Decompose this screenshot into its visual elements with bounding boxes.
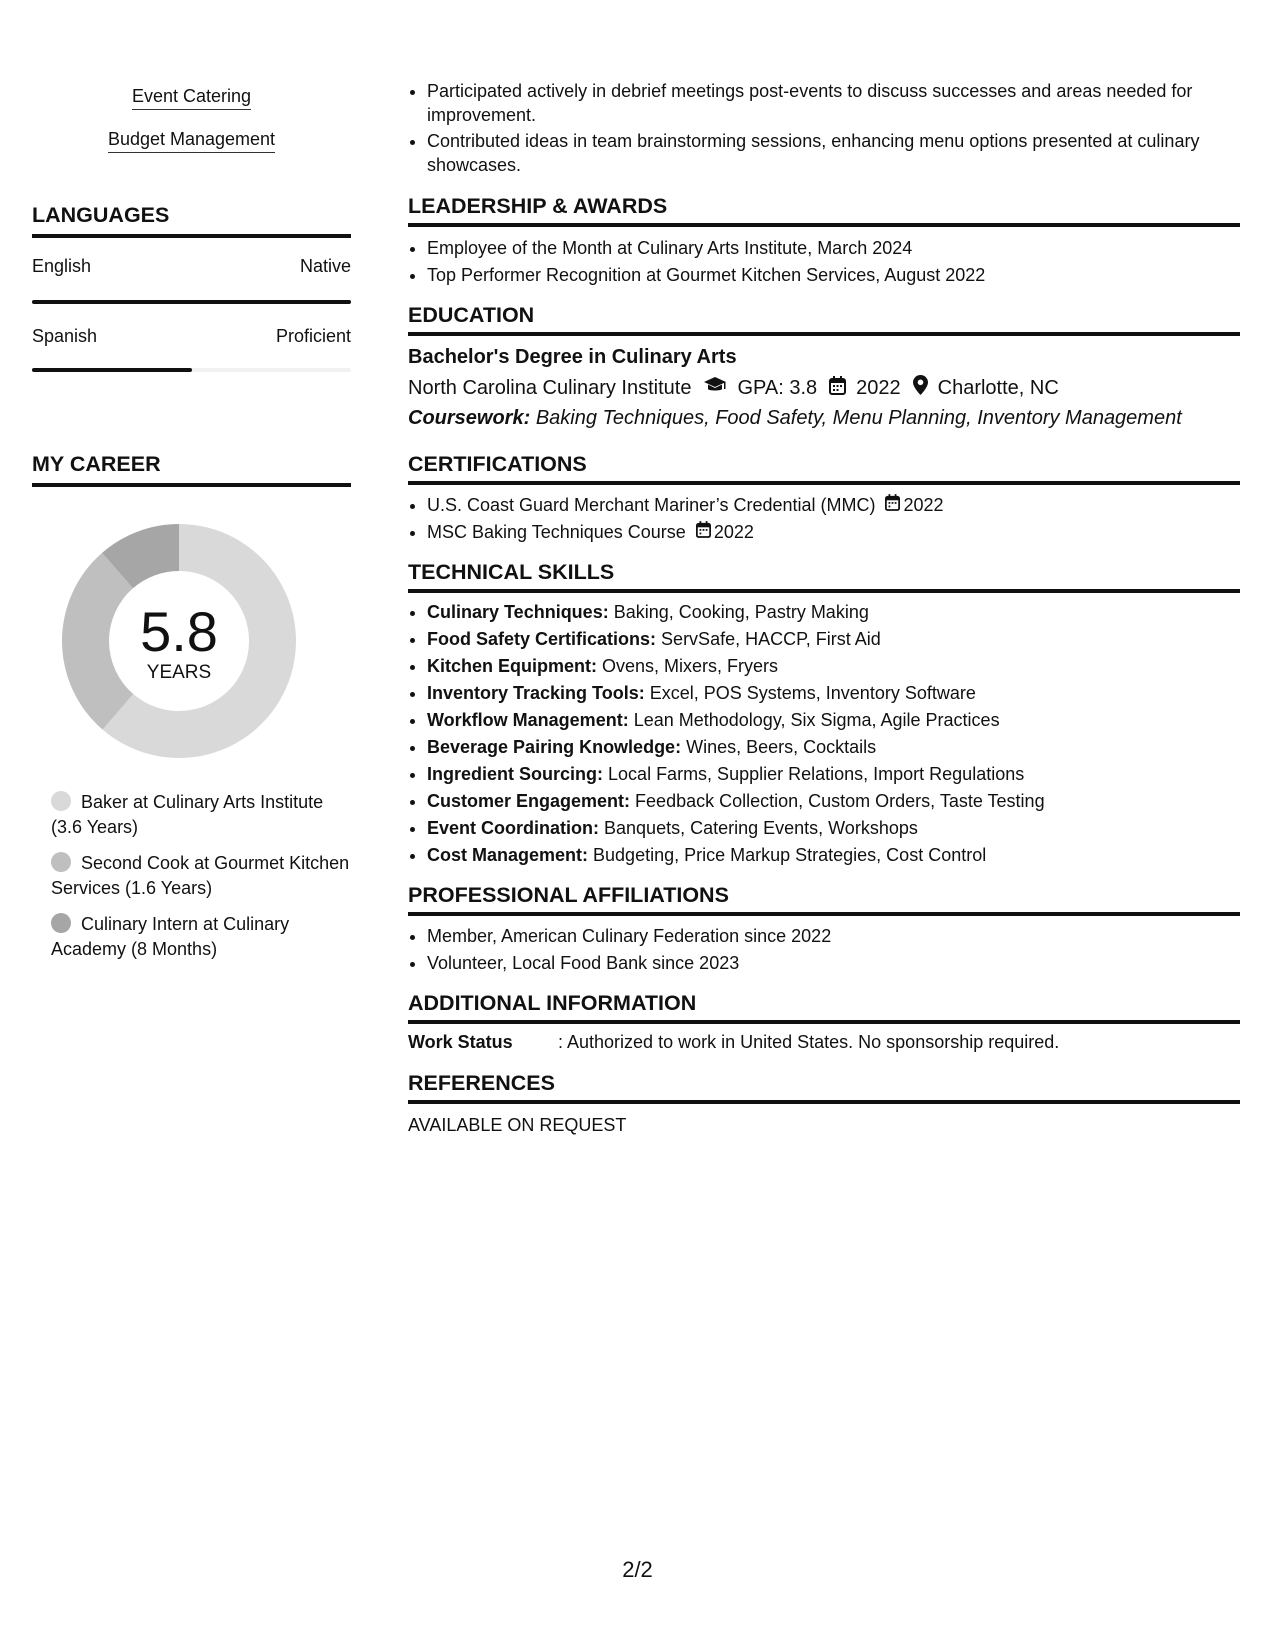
additional-info-section [408,991,1240,1053]
education-section [408,303,1240,430]
career-legend-item: Culinary Intern at Culinary Academy (8 Months) [51,914,290,959]
tech-skill-item: • Cost Management: Budgeting, Price Markup Strategies, Cost Control [427,842,1240,869]
language-level: Native [299,256,351,276]
list-item: • Employee of the Month at Culinary Arts Institute, March 2024 [427,235,1240,262]
tech-skill-item: • Food Safety Certifications: ServSafe, HACCP, First Aid [427,626,1240,653]
list-item: • Top Performer Recognition at Gourmet Kitchen Services, August 2022 [427,262,1240,289]
education-meta [408,375,1240,401]
tech-skill-item: • Workflow Management: Lean Methodology, Six Sigma, Agile Practices [427,707,1240,734]
graduation-year: 2022 [856,376,901,399]
location: Charlotte, NC [937,376,1059,399]
career-heading: MY CAREER [32,452,351,487]
list-item: • Member, American Culinary Federation since 2022 [427,923,1240,950]
legend-swatch [51,791,71,811]
career-legend-item: Second Cook at Gourmet Kitchen Services (1.6 Years) [51,853,350,898]
degree: Bachelor's Degree in Culinary Arts [408,346,737,368]
technical-skills-section [408,560,1240,869]
tech-skill-item: • Event Coordination: Banquets, Catering Events, Workshops [427,815,1240,842]
main-content [408,0,1240,1136]
gpa: GPA: 3.8 [737,376,818,399]
language-row [32,326,351,347]
donut-slice-2 [62,553,133,730]
section-heading: CERTIFICATIONS [408,452,1240,485]
affiliations-section [408,883,1240,977]
language-level: Proficient [275,326,351,346]
career-unit: YEARS [146,662,212,683]
skill-tag: Event Catering [32,86,351,107]
certifications-section [408,452,1240,546]
language-bar-fill [32,300,351,304]
list-item: • Volunteer, Local Food Bank since 2023 [427,950,1240,977]
location-pin-icon [913,375,928,401]
legend-swatch [51,852,71,872]
references-text: AVAILABLE ON REQUEST [408,1115,627,1135]
school: North Carolina Culinary Institute [408,376,692,399]
work-status-label: Work Status [408,1032,513,1052]
tech-skill-item: • Beverage Pairing Knowledge: Wines, Beers, Cocktails [427,734,1240,761]
coursework: Coursework: Baking Techniques, Food Safety, Menu Planning, Inventory Management [408,407,1182,429]
calendar-icon [696,519,714,546]
section-heading: PROFESSIONAL AFFILIATIONS [408,883,1240,916]
leadership-section [408,194,1240,289]
tech-skill-item: • Kitchen Equipment: Ovens, Mixers, Fryers [427,653,1240,680]
graduation-cap-icon [703,376,727,400]
section-heading: TECHNICAL SKILLS [408,560,1240,593]
language-bar [32,368,351,372]
career-legend-item: Baker at Culinary Arts Institute (3.6 Years) [51,792,324,837]
legend-swatch [51,913,71,933]
career-total: 5.8 [140,600,218,663]
calendar-icon [885,492,903,519]
language-row [32,256,351,277]
tech-skill-item: • Inventory Tracking Tools: Excel, POS Systems, Inventory Software [427,680,1240,707]
experience-bullets [408,79,1240,177]
references-section [408,1071,1240,1136]
section-heading: LEADERSHIP & AWARDS [408,194,1240,227]
section-heading: ADDITIONAL INFORMATION [408,991,1240,1024]
list-item: • U.S. Coast Guard Merchant Mariner’s Credential (MMC) 2022 [427,492,1240,519]
language-bar [32,300,351,304]
page-number: 2/2 [622,1557,653,1582]
skill-tag: Budget Management [32,129,351,150]
calendar-icon [829,376,846,401]
languages-heading: LANGUAGES [32,203,351,238]
language-bar-fill [32,368,192,372]
work-status-row [408,1032,1240,1053]
list-item: • MSC Baking Techniques Course 2022 [427,519,1240,546]
language-name: English [32,256,92,276]
section-heading: EDUCATION [408,303,1240,336]
section-heading: REFERENCES [408,1071,1240,1104]
tech-skill-item: • Ingredient Sourcing: Local Farms, Supplier Relations, Import Regulations [427,761,1240,788]
tech-skill-item: • Customer Engagement: Feedback Collection, Custom Orders, Taste Testing [427,788,1240,815]
tech-skill-item: • Culinary Techniques: Baking, Cooking, Pastry Making [427,599,1240,626]
language-name: Spanish [32,326,98,346]
list-item: • Participated actively in debrief meetings post-events to discuss successes and areas needed for improvement. [427,79,1240,127]
work-status-value: : Authorized to work in United States. No sponsorship required. [558,1032,1060,1052]
career-donut-chart [56,518,302,764]
list-item: • Contributed ideas in team brainstorming sessions, enhancing menu options presented at culinary showcases. [427,129,1240,177]
